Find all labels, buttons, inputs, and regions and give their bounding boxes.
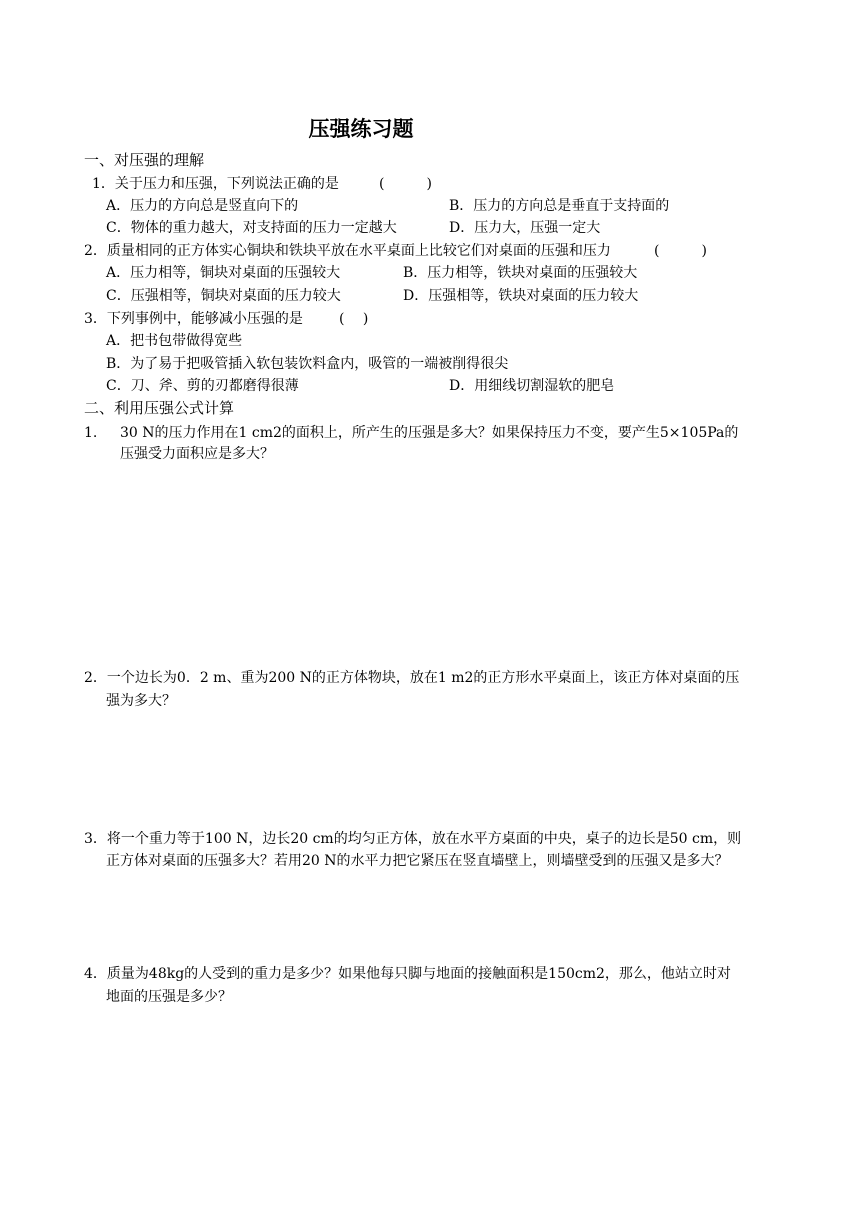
- question-2-option-b: B．压力相等，铁块对桌面的压强较大: [403, 265, 638, 281]
- question-2-answer-blank: ( ): [654, 243, 707, 259]
- problem-4-text-line-2: 地面的压强是多少？: [106, 989, 232, 1005]
- page-title: 压强练习题: [308, 117, 414, 141]
- problem-2-text-line-2: 强为多大？: [106, 693, 176, 709]
- question-2-option-a: A．压力相等，铜块对桌面的压强较大: [106, 265, 341, 281]
- section-heading-calculation: 二、利用压强公式计算: [84, 399, 235, 417]
- question-3-option-a: A．把书包带做得宽些: [106, 333, 243, 349]
- problem-4-text-line-1: 4．质量为48kg的人受到的重力是多少？如果他每只脚与地面的接触面积是150cm2，那么，他站立时对: [84, 966, 731, 982]
- question-3-option-d: D．用细线切割湿软的肥皂: [449, 378, 615, 394]
- question-1-answer-blank: ( ): [379, 176, 432, 192]
- question-2-option-d: D．压强相等，铁块对桌面的压力较大: [403, 288, 639, 304]
- question-3-option-b: B．为了易于把吸管插入软包装饮料盒内，吸管的一端被削得很尖: [106, 356, 509, 372]
- question-2-option-c: C．压强相等，铜块对桌面的压力较大: [106, 288, 341, 304]
- problem-2-text-line-1: 2．一个边长为0．2 m、重为200 N的正方体物块，放在1 m2的正方形水平桌面上，该正方体对桌面的压: [84, 670, 740, 686]
- question-1-option-d: D．压力大，压强一定大: [449, 220, 601, 236]
- question-3-stem: 3．下列事例中，能够减小压强的是: [84, 311, 303, 327]
- question-1-option-a: A．压力的方向总是竖直向下的: [106, 198, 299, 214]
- question-2-stem: 2．质量相同的正方体实心铜块和铁块平放在水平桌面上比较它们对桌面的压强和压力: [84, 243, 611, 259]
- question-3-answer-blank: ( ): [339, 311, 369, 327]
- problem-3-text-line-1: 3．将一个重力等于100 N，边长20 cm的均匀正方体，放在水平方桌面的中央，桌子的边长是50 cm，则: [84, 831, 742, 847]
- question-1-stem: 1．关于压力和压强，下列说法正确的是: [92, 176, 339, 192]
- question-1-option-c: C．物体的重力越大，对支持面的压力一定越大: [106, 220, 397, 236]
- problem-3-text-line-2: 正方体对桌面的压强多大？若用20 N的水平力把它紧压在竖直墙壁上，则墙壁受到的压强又是多大？: [106, 853, 729, 869]
- problem-1-number: 1.: [84, 425, 98, 441]
- question-1-option-b: B．压力的方向总是垂直于支持面的: [449, 198, 670, 214]
- section-heading-understanding: 一、对压强的理解: [84, 151, 205, 169]
- problem-1-text-line-2: 压强受力面积应是多大？: [120, 446, 274, 462]
- problem-1-text-line-1: 30 N的压力作用在1 cm2的面积上，所产生的压强是多大？如果保持压力不变，要产生5×105Pa的: [120, 425, 739, 441]
- question-3-option-c: C．刀、斧、剪的刃都磨得很薄: [106, 378, 299, 394]
